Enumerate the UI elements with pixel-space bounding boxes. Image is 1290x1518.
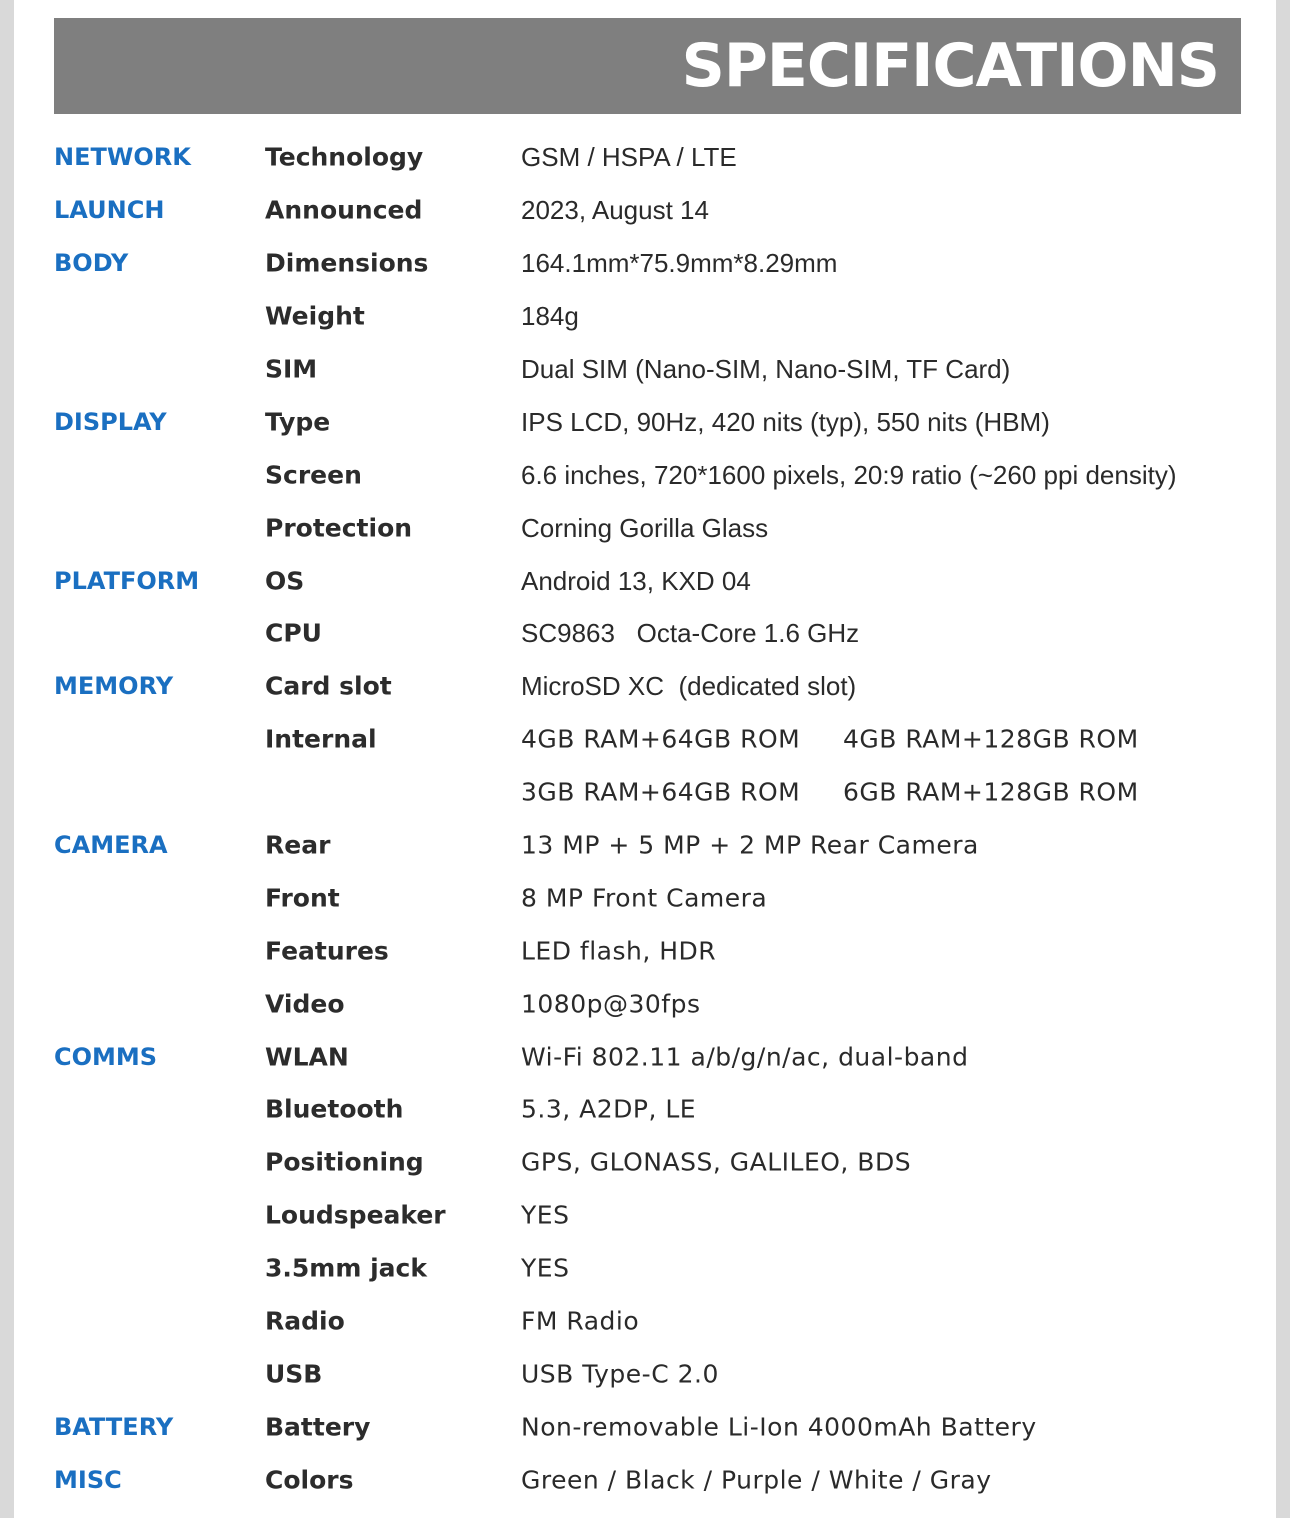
spec-row-sim [54,343,1241,396]
spec-row-front [54,871,1241,924]
spec-row-type [54,395,1241,448]
spec-value: Wi-Fi 802.11 a/b/g/n/ac, dual-band [521,1042,969,1072]
spec-row-wlan [54,1030,1241,1083]
spec-value: YES [521,1253,570,1283]
spec-label: Protection [265,513,413,543]
spec-value: SC9863 Octa-Core 1.6 GHz [521,618,860,649]
spec-row-rear [54,819,1241,872]
spec-row-announced [54,184,1241,237]
spec-value: Green / Black / Purple / White / Gray [521,1465,992,1495]
spec-value: 13 MP + 5 MP + 2 MP Rear Camera [521,830,979,860]
spec-label: Internal [265,724,377,754]
spec-value: YES [521,1200,570,1230]
spec-row-positioning [54,1136,1241,1189]
spec-label: SIM [265,354,318,384]
spec-row-internal-continued [54,766,1241,819]
spec-row-protection [54,501,1241,554]
specifications-banner [54,18,1241,114]
spec-row-weight [54,290,1241,343]
spec-row-technology [54,131,1241,184]
spec-row-card-slot [54,660,1241,713]
spec-label: Card slot [265,671,392,701]
spec-label: Battery [265,1412,371,1442]
spec-value: GSM / HSPA / LTE [521,142,737,173]
spec-value: FM Radio [521,1306,640,1336]
spec-value: 4GB RAM+64GB ROM [521,724,801,754]
spec-value: LED flash, HDR [521,936,717,966]
page-title: SPECIFICATIONS [681,31,1219,101]
spec-row-bluetooth [54,1083,1241,1136]
spec-value-secondary: 6GB RAM+128GB ROM [843,777,1139,807]
spec-label: Technology [265,142,424,172]
category-label: MEMORY [54,672,174,701]
spec-label: Positioning [265,1147,424,1177]
spec-row-radio [54,1295,1241,1348]
spec-row-colors [54,1453,1241,1506]
spec-label: Type [265,407,331,437]
spec-label: Announced [265,195,423,225]
category-label: BATTERY [54,1412,174,1441]
spec-row-screen [54,448,1241,501]
category-label: LAUNCH [54,196,165,225]
spec-value: Dual SIM (Nano-SIM, Nano-SIM, TF Card) [521,354,1011,384]
category-label: PLATFORM [54,566,200,595]
spec-value: MicroSD XC (dedicated slot) [521,671,857,702]
spec-label: WLAN [265,1042,349,1072]
spec-row-video [54,977,1241,1030]
spec-row-audio-jack [54,1242,1241,1295]
spec-label: CPU [265,618,322,648]
spec-row-battery [54,1400,1241,1453]
category-label: DISPLAY [54,407,167,436]
spec-label: Front [265,883,340,913]
category-label: BODY [54,249,129,278]
spec-label: Screen [265,460,362,490]
spec-row-usb [54,1347,1241,1400]
category-label: MISC [54,1465,122,1494]
spec-label: Weight [265,301,365,331]
spec-value: USB Type-C 2.0 [521,1359,719,1389]
category-label: CAMERA [54,831,168,860]
spec-value: 1080p@30fps [521,989,701,1019]
spec-table [54,131,1241,1506]
spec-label: USB [265,1359,323,1389]
spec-value-secondary: 4GB RAM+128GB ROM [843,724,1139,754]
spec-row-features [54,924,1241,977]
spec-label: Video [265,989,345,1019]
spec-row-internal [54,713,1241,766]
spec-value: GPS, GLONASS, GALILEO, BDS [521,1147,912,1177]
spec-label: Bluetooth [265,1094,404,1124]
spec-label: Rear [265,830,331,860]
spec-value: 6.6 inches, 720*1600 pixels, 20:9 ratio (~260 ppi density) [521,459,1177,490]
spec-row-os [54,554,1241,607]
category-label: COMMS [54,1042,158,1071]
spec-value: 164.1mm*75.9mm*8.29mm [521,248,838,279]
spec-row-dimensions [54,237,1241,290]
spec-label: OS [265,566,305,596]
spec-value: 3GB RAM+64GB ROM [521,777,801,807]
spec-value: 184g [521,301,579,332]
spec-label: Colors [265,1465,354,1495]
spec-value: Non-removable Li-Ion 4000mAh Battery [521,1412,1037,1442]
spec-label: Dimensions [265,248,429,278]
spec-row-loudspeaker [54,1189,1241,1242]
spec-row-cpu [54,607,1241,660]
spec-value: 2023, August 14 [521,195,709,226]
spec-value: Corning Gorilla Glass [521,512,769,543]
spec-label: Features [265,936,389,966]
spec-value: IPS LCD, 90Hz, 420 nits (typ), 550 nits (HBM) [521,406,1050,437]
spec-label: Radio [265,1306,345,1336]
spec-value: 5.3, A2DP, LE [521,1094,697,1124]
spec-label: Loudspeaker [265,1200,446,1230]
category-label: NETWORK [54,143,191,172]
spec-value: Android 13, KXD 04 [521,565,751,596]
spec-value: 8 MP Front Camera [521,883,768,913]
spec-label: 3.5mm jack [265,1253,427,1283]
